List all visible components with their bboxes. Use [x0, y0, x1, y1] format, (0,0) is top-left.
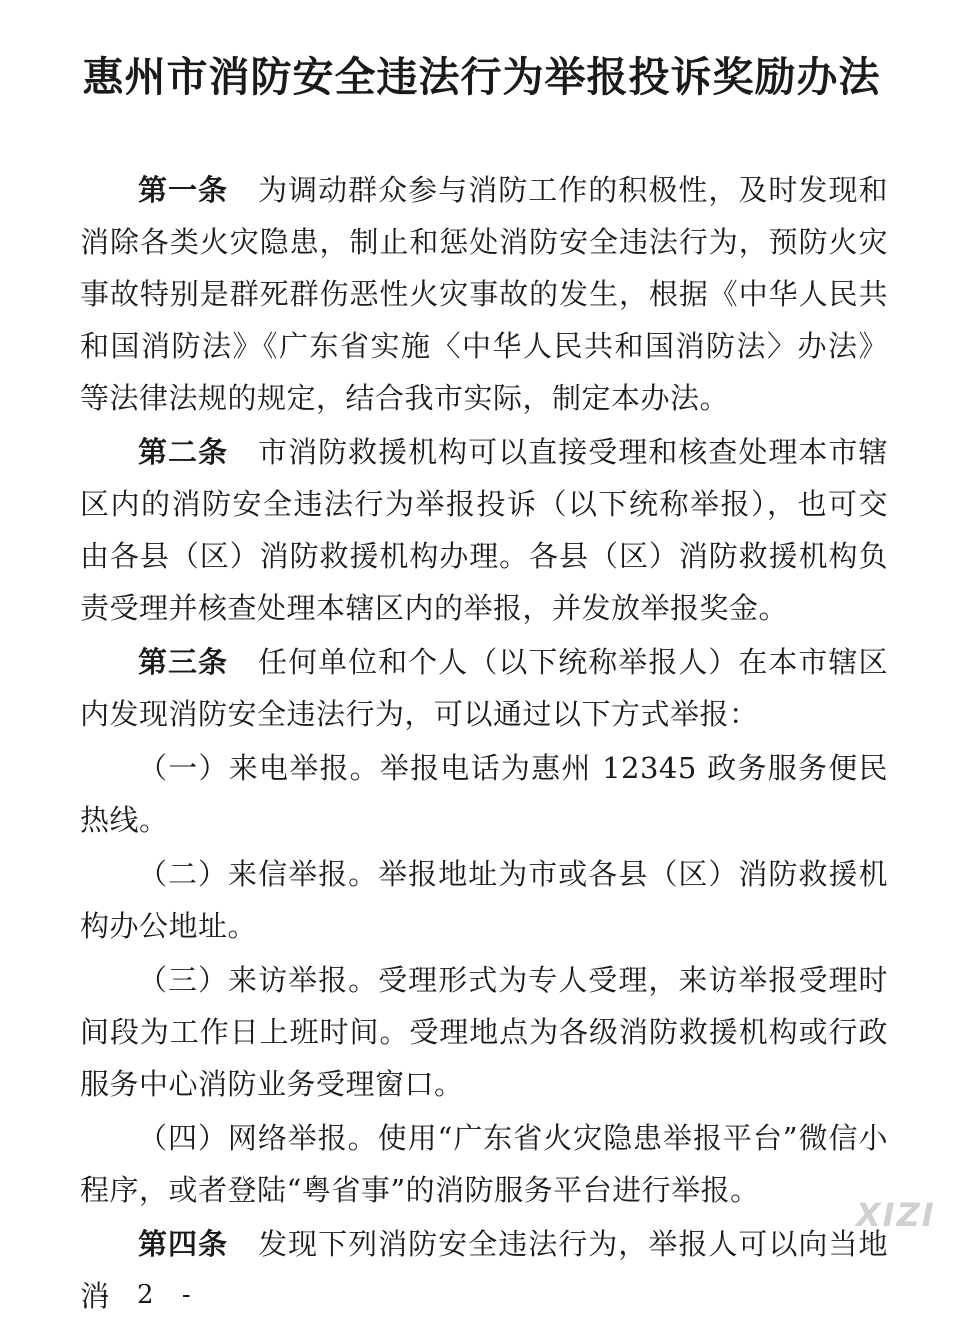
document-title: 惠州市消防安全违法行为举报投诉奖励办法	[82, 53, 881, 101]
article-number: 第一条	[138, 173, 229, 207]
article-number: 第四条	[138, 1227, 229, 1261]
paragraph-article-4	[80, 1218, 888, 1322]
page-number: - 2 -	[100, 1280, 201, 1310]
paragraph-item-letter	[80, 848, 888, 952]
article-number: 第二条	[138, 435, 229, 469]
article-number: 第三条	[138, 645, 229, 679]
paragraph-item-online	[80, 1112, 888, 1216]
paragraph-item-visit	[80, 954, 888, 1110]
paragraph-article-2	[80, 426, 888, 634]
paragraph-text: （一）来电举报。举报电话为惠州 12345 政务服务便民热线。	[80, 751, 888, 837]
paragraph-text: （二）来信举报。举报地址为市或各县（区）消防救援机构办公地址。	[80, 857, 888, 943]
paragraph-article-3	[80, 636, 888, 740]
watermark-logo: XIZI	[856, 1196, 936, 1234]
paragraph-text: 为调动群众参与消防工作的积极性，及时发现和消除各类火灾隐患，制止和惩处消防安全违法行为，预防火灾事故特别是群死群伤恶性火灾事故的发生，根据《中华人民共和国消防法》《广东省实施〈中华人民共和国消防法〉办法》等法律法规的规定，结合我市实际，制定本办法。	[80, 173, 888, 415]
document-body	[80, 164, 888, 1324]
paragraph-text: 市消防救援机构可以直接受理和核查处理本市辖区内的消防安全违法行为举报投诉（以下统称举报），也可交由各县（区）消防救援机构办理。各县（区）消防救援机构负责受理并核查处理本辖区内的举报，并发放举报奖金。	[80, 435, 888, 625]
paragraph-article-1	[80, 164, 888, 424]
paragraph-text: （三）来访举报。受理形式为专人受理，来访举报受理时间段为工作日上班时间。受理地点为各级消防救援机构或行政服务中心消防业务受理窗口。	[80, 963, 888, 1101]
paragraph-text: 任何单位和个人（以下统称举报人）在本市辖区内发现消防安全违法行为，可以通过以下方式举报：	[80, 645, 888, 731]
paragraph-text: （四）网络举报。使用“广东省火灾隐患举报平台”微信小程序，或者登陆“粤省事”的消防服务平台进行举报。	[80, 1121, 888, 1207]
paragraph-item-phone	[80, 742, 888, 846]
paragraph-text: 发现下列消防安全违法行为，举报人可以向当地消	[80, 1227, 888, 1313]
